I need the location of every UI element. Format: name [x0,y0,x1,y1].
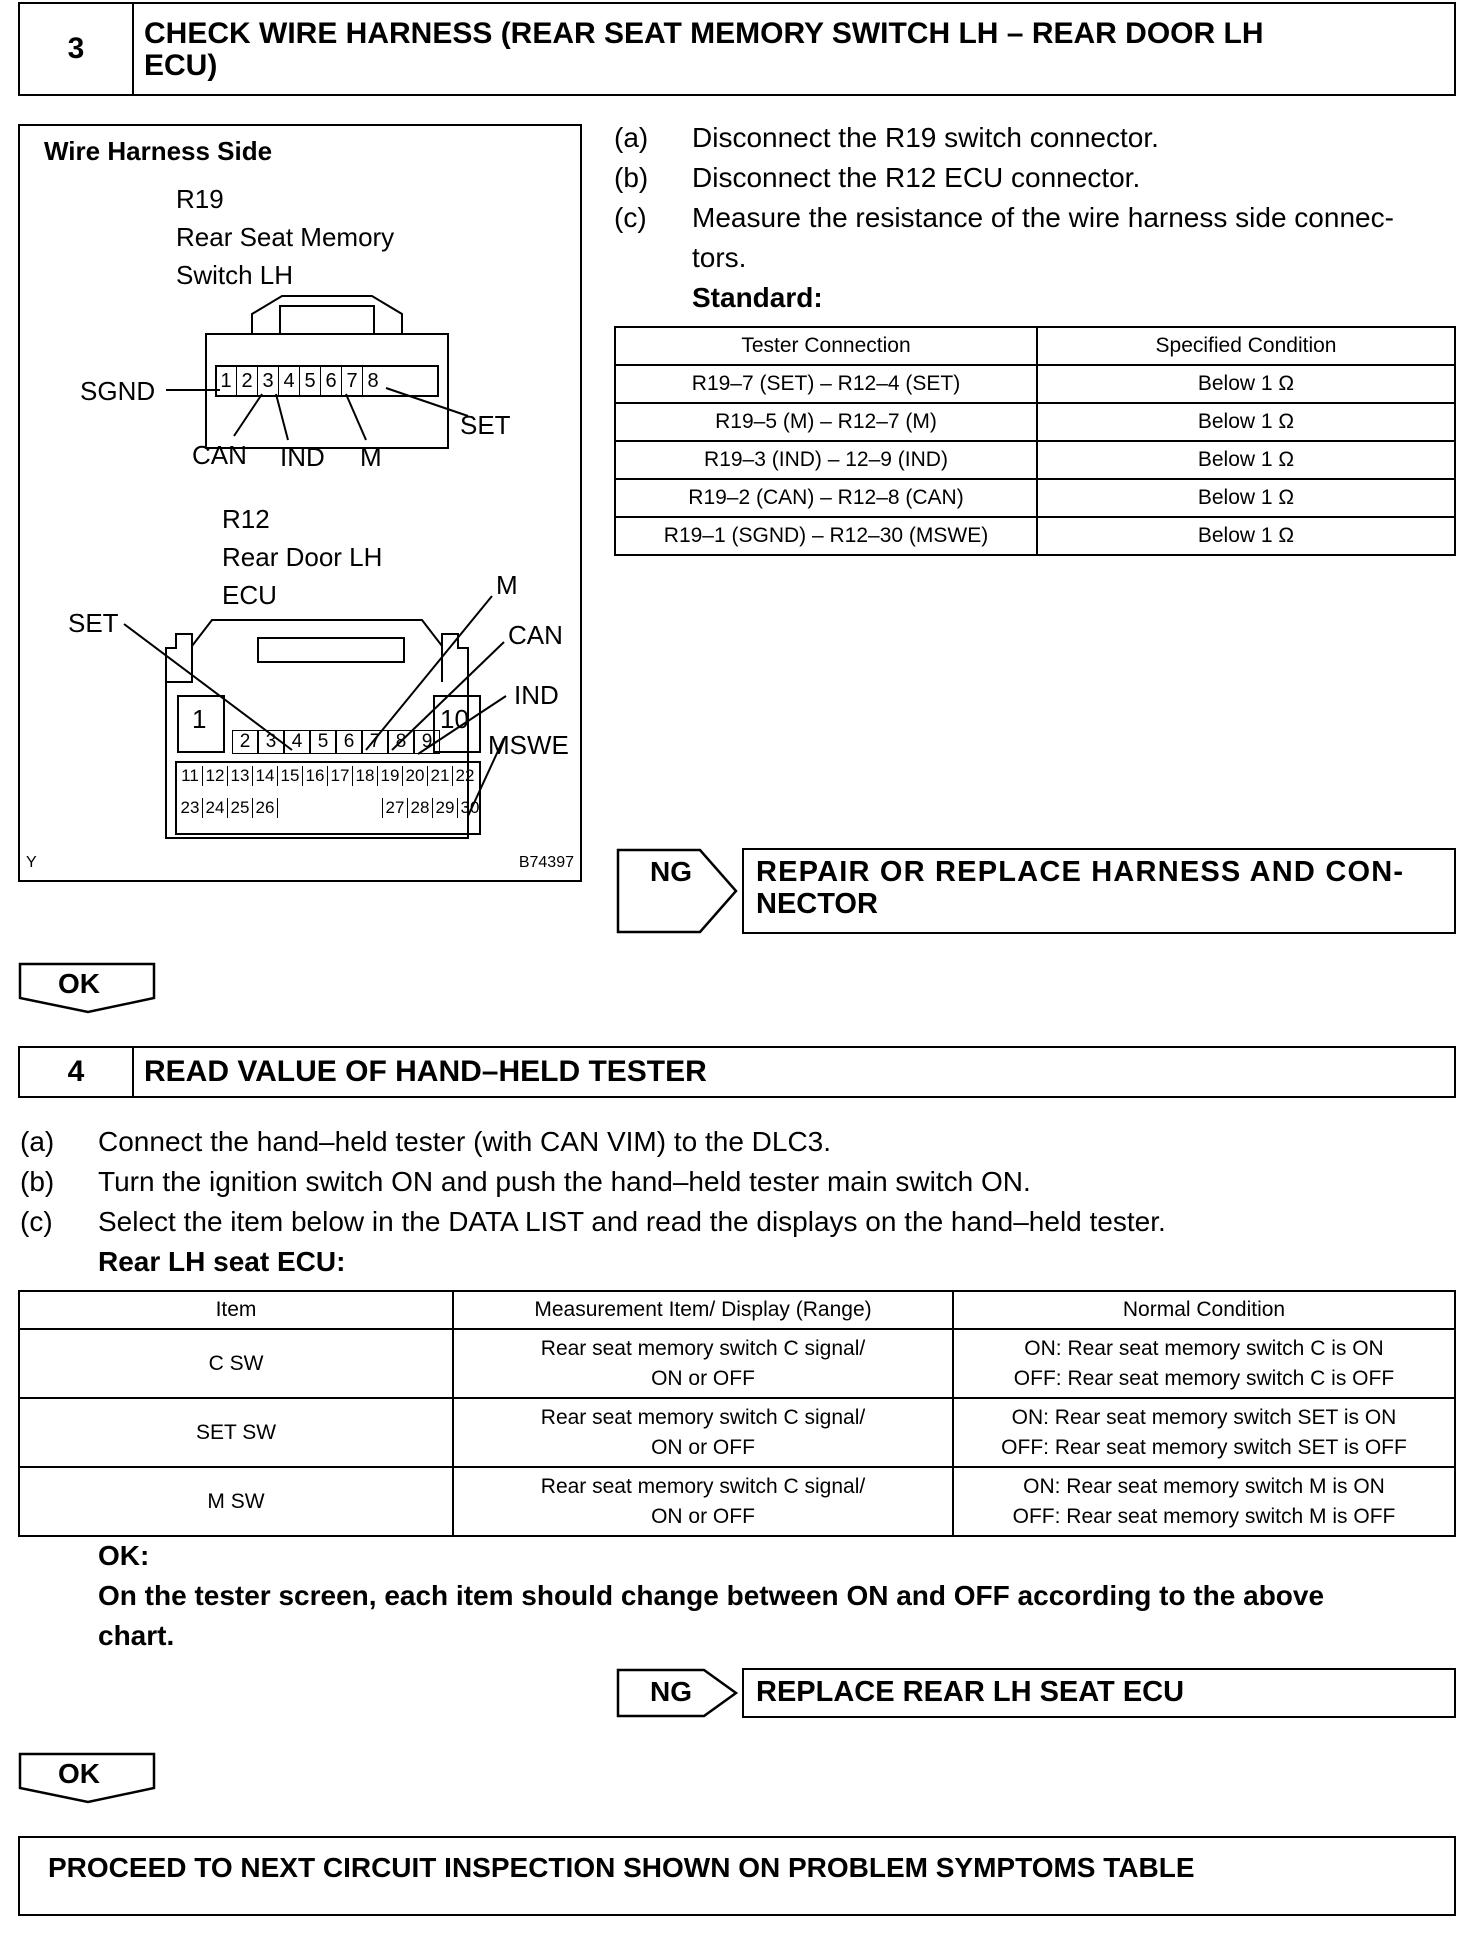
table-cell: R19–3 (IND) – 12–9 (IND) [615,441,1037,479]
table-cell: R19–1 (SGND) – R12–30 (MSWE) [615,517,1037,555]
table-header-row [19,1291,1455,1329]
r19-pin: 6 [321,366,342,396]
step-text: Connect the hand–held tester (with CAN VIM) to the DLC3. [98,1126,832,1157]
r12-pin: 7 [362,730,388,754]
r19-label-can: CAN [192,440,247,470]
step-label: (c) [614,202,647,233]
r19-pin: 2 [237,366,258,396]
table-cell-condition [953,1329,1455,1398]
r12-pin: 9 [414,730,440,754]
r12-pin: 28 [407,798,432,818]
r12-pin: 26 [253,798,278,818]
measurement-line2: ON or OFF [651,1504,755,1528]
table-cell: Below 1 Ω [1037,403,1455,441]
diagram-corner-left: Y [26,854,37,871]
final-instruction: PROCEED TO NEXT CIRCUIT INSPECTION SHOWN ON PROBLEM SYMPTOMS TABLE [48,1852,1195,1883]
r12-pin: 18 [353,766,378,786]
r12-label-set: SET [68,608,119,638]
table-cell-item: C SW [19,1329,453,1398]
measurement-line1: Rear seat memory switch C signal/ [540,1474,866,1498]
step3-title [144,18,1444,82]
r19-code: R19 [176,184,224,214]
r12-pin: 12 [203,766,228,786]
step3-step-c-continued: tors. [692,242,747,273]
table-cell-measurement [453,1467,953,1536]
table-cell-condition [953,1398,1455,1467]
step4-number: 4 [20,1048,134,1096]
measurement-line1: Rear seat memory switch C signal/ [540,1336,866,1360]
ng-label: NG [650,1676,692,1707]
step4-ng-arrow [616,1668,742,1718]
r19-pin: 4 [279,366,300,396]
step3-header [18,2,1456,96]
r12-latch [258,638,404,662]
table-cell-item: SET SW [19,1398,453,1467]
table-row [615,441,1455,479]
r19-pin: 7 [342,366,363,396]
step-label: (b) [20,1166,55,1197]
measurement-line2: ON or OFF [651,1366,755,1390]
step-label: (b) [614,162,649,193]
step3-title-line1: CHECK WIRE HARNESS (REAR SEAT MEMORY SWITCH LH – REAR DOOR LH [144,17,1264,50]
ng-result-line2: NECTOR [756,888,878,920]
r12-pin-1: 1 [192,704,207,734]
table-cell-condition [953,1467,1455,1536]
table-cell: R19–7 (SET) – R12–4 (SET) [615,365,1037,403]
step-label: (a) [20,1126,55,1157]
r12-pin: 16 [303,766,328,786]
r19-label-m: M [360,442,382,472]
step4-header [18,1046,1456,1098]
r12-pin: 30 [457,798,482,818]
table-cell: R19–2 (CAN) – R12–8 (CAN) [615,479,1037,517]
table-header-row [615,327,1455,365]
diagram-corner-right: B74397 [518,854,574,871]
table-header: Tester Connection [615,327,1037,365]
step4-ng-result [742,1668,1456,1718]
step4-ok-tag [18,1752,158,1804]
r12-pin: 4 [284,730,310,754]
r12-pin: 19 [378,766,403,786]
r12-name-line1: Rear Door LH [222,542,383,572]
condition-line2: OFF: Rear seat memory switch M is OFF [1012,1504,1396,1528]
step3-number: 3 [20,4,134,94]
r12-pin: 5 [310,730,336,754]
ok-label: OK [58,968,100,999]
diagram-heading: Wire Harness Side [44,136,273,166]
table-cell-measurement [453,1329,953,1398]
table-header: Item [19,1291,453,1329]
table-cell-item: M SW [19,1467,453,1536]
r12-code: R12 [222,504,270,534]
condition-line2: OFF: Rear seat memory switch C is OFF [1013,1366,1395,1390]
ng-label: NG [650,856,692,887]
r19-latch-window [280,306,374,334]
step-text: Disconnect the R19 switch connector. [692,122,1159,153]
step3-ng-arrow [616,848,742,934]
r12-pin: 22 [455,766,475,785]
table-cell: R19–5 (M) – R12–7 (M) [615,403,1037,441]
ok-text-line1: On the tester screen, each item should change between ON and OFF according to the above [98,1580,1325,1611]
measurement-line1: Rear seat memory switch C signal/ [540,1405,866,1429]
table-cell: Below 1 Ω [1037,479,1455,517]
r12-pin: 17 [328,766,353,786]
table-header: Specified Condition [1037,327,1455,365]
table-cell: Below 1 Ω [1037,365,1455,403]
r12-pin: 11 [178,766,203,786]
r12-pin: 3 [258,730,284,754]
r12-name-line2: ECU [222,580,277,610]
r19-label-sgnd: SGND [80,376,156,406]
step4-subheading: Rear LH seat ECU: [98,1246,346,1277]
step-label: (c) [20,1206,53,1237]
step3-ok-tag [18,962,158,1014]
data-list-table [18,1290,1456,1537]
step-label: (a) [614,122,649,153]
wire-harness-diagram [18,124,582,882]
r12-pin: 2 [232,730,258,754]
condition-line1: ON: Rear seat memory switch SET is ON [1011,1405,1397,1429]
table-header: Measurement Item/ Display (Range) [453,1291,953,1329]
r12-pin: 25 [228,798,253,818]
r12-label-ind: IND [514,680,559,710]
r12-label-can: CAN [508,620,563,650]
table-cell-measurement [453,1398,953,1467]
r12-pin: 15 [278,766,303,786]
table-row [19,1329,1455,1398]
table-header: Normal Condition [953,1291,1455,1329]
ok-label: OK [58,1758,100,1789]
ok-text [98,1576,1458,1656]
r19-name-line2: Switch LH [176,260,294,290]
ng-result-line1: REPAIR OR REPLACE HARNESS AND CON- [756,856,1405,888]
step-text: Disconnect the R12 ECU connector. [692,162,1141,193]
step3-title-line2: ECU) [144,49,218,82]
r19-label-ind: IND [280,442,325,472]
r19-name-line1: Rear Seat Memory [176,222,395,252]
standard-label: Standard: [692,282,823,313]
r12-pin: 14 [253,766,278,786]
condition-line2: OFF: Rear seat memory switch SET is OFF [1001,1435,1407,1459]
r19-pin: 8 [367,370,379,392]
step-text: Select the item below in the DATA LIST and read the displays on the hand–held tester. [98,1206,1166,1237]
table-cell: Below 1 Ω [1037,441,1455,479]
r19-pin: 1 [216,366,237,396]
step-text: Measure the resistance of the wire harness side connec- [692,202,1394,233]
r12-pin: 13 [228,766,253,786]
r19-pin: 3 [258,366,279,396]
r12-pin: 20 [403,766,428,786]
r12-pin-row1 [232,730,440,754]
condition-line1: ON: Rear seat memory switch C is ON [1024,1336,1384,1360]
r12-label-m: M [496,570,518,600]
step-text: Turn the ignition switch ON and push the hand–held tester main switch ON. [98,1166,1031,1197]
r12-label-mswe: MSWE [488,730,569,760]
ng-result-text: REPLACE REAR LH SEAT ECU [756,1676,1185,1708]
r12-pin-row3-left [178,798,278,818]
resistance-table [614,326,1456,556]
table-row [615,517,1455,555]
r19-connector-latch [252,296,402,334]
r19-label-set: SET [460,410,511,440]
table-row [615,365,1455,403]
r12-pin-10: 10 [440,704,469,734]
table-row [615,479,1455,517]
r12-pin: 8 [388,730,414,754]
table-cell: Below 1 Ω [1037,517,1455,555]
table-row [19,1398,1455,1467]
r12-pin: 6 [336,730,362,754]
ok-heading: OK: [98,1540,150,1571]
measurement-line2: ON or OFF [651,1435,755,1459]
r19-pin-row [216,366,383,396]
r12-pin: 24 [203,798,228,818]
ok-text-line2: chart. [98,1620,175,1651]
table-row [19,1467,1455,1536]
r12-pin-row2 [178,766,477,786]
condition-line1: ON: Rear seat memory switch M is ON [1023,1474,1385,1498]
r12-pin: 23 [178,798,203,818]
r12-pin: 21 [428,766,453,786]
final-instruction-box [18,1836,1456,1916]
r12-pin: 27 [382,798,407,818]
r19-pin: 5 [300,366,321,396]
step3-ng-result [742,848,1456,934]
r12-pin-row3-right [382,798,482,818]
table-row [615,403,1455,441]
r12-pin: 29 [432,798,457,818]
step4-title: READ VALUE OF HAND–HELD TESTER [144,1055,707,1088]
